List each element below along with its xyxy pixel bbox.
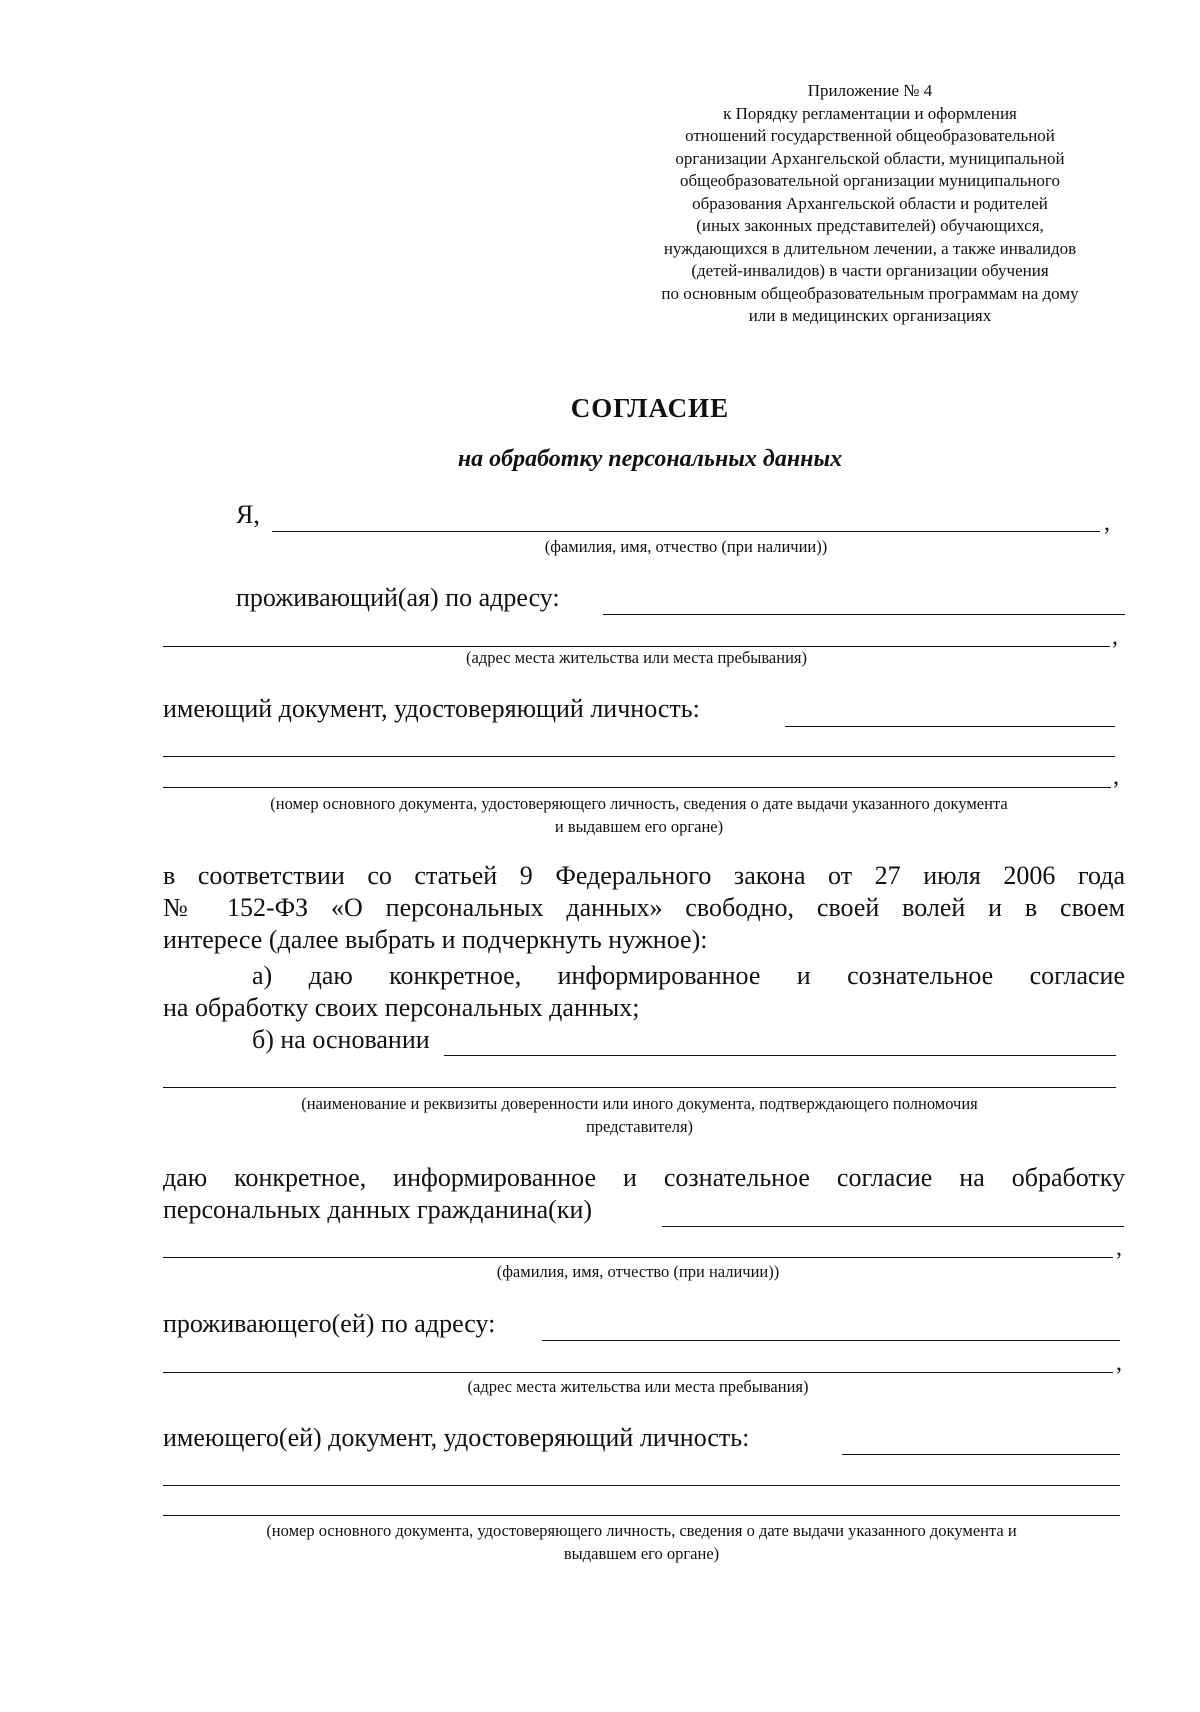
appendix-line: (иных законных представителей) обучающихся, xyxy=(696,216,1044,235)
ward-id-doc-caption-1: (номер основного документа, удостоверяющего личность, сведения о дате выдачи указанного документа и xyxy=(266,1521,1017,1540)
consent-line-2: персональных данных гражданина(ки) xyxy=(163,1195,593,1224)
option-a[interactable] xyxy=(163,960,1125,1024)
law-line-3: интересе (далее выбрать и подчеркнуть нужное): xyxy=(163,925,708,954)
option-a-line-1: а) даю конкретное, информированное и сознательное согласие xyxy=(252,961,1125,990)
ward-address-line-2[interactable] xyxy=(163,1372,1113,1373)
i-label: Я, xyxy=(236,500,260,529)
ward-id-doc-line-1[interactable] xyxy=(842,1454,1120,1455)
ward-fio-caption: (фамилия, имя, отчество (при наличии)) xyxy=(496,1262,780,1281)
ward-address-caption: (адрес места жительства или места пребывания) xyxy=(467,1377,809,1396)
ward-id-doc-label: имеющего(ей) документ, удостоверяющий личность: xyxy=(163,1423,750,1452)
consent-line-1: даю конкретное, информированное и сознательное согласие на обработку xyxy=(163,1163,1125,1192)
id-doc-label: имеющий документ, удостоверяющий личность: xyxy=(163,694,700,723)
appendix-line: общеобразовательной организации муниципального xyxy=(679,171,1060,190)
basis-caption-1: (наименование и реквизиты доверенности или иного документа, подтверждающего полномочия xyxy=(301,1094,978,1113)
address-line-1[interactable] xyxy=(603,614,1125,615)
law-line-1: в соответствии со статьей 9 Федерального закона от 27 июля 2006 года xyxy=(163,861,1125,890)
address-caption: (адрес места жительства или места пребывания) xyxy=(466,648,807,667)
law-paragraph xyxy=(163,860,1125,956)
comma: , xyxy=(1113,764,1119,790)
comma: , xyxy=(1116,1350,1122,1376)
comma: , xyxy=(1116,1235,1122,1261)
id-doc-caption-1: (номер основного документа, удостоверяющего личность, сведения о дате выдачи указанного документа xyxy=(270,794,1008,813)
id-doc-caption-2: и выдавшем его органе) xyxy=(554,817,724,836)
option-a-line-2: на обработку своих персональных данных; xyxy=(163,993,640,1022)
basis-line-1[interactable] xyxy=(444,1055,1116,1056)
document-title: СОГЛАСИЕ xyxy=(570,393,730,423)
address-line-2[interactable] xyxy=(163,646,1110,647)
comma: , xyxy=(1104,510,1110,536)
appendix-line: или в медицинских организациях xyxy=(748,306,992,325)
id-doc-line-3[interactable] xyxy=(163,787,1111,788)
id-doc-line-2[interactable] xyxy=(163,756,1115,757)
ward-id-doc-caption-2: выдавшем его органе) xyxy=(563,1544,720,1563)
basis-caption-2: представителя) xyxy=(585,1117,694,1136)
id-doc-line-1[interactable] xyxy=(785,726,1115,727)
appendix-line: образования Архангельской области и родителей xyxy=(692,193,1048,213)
appendix-header xyxy=(600,80,1140,328)
ward-fio-line-1[interactable] xyxy=(662,1226,1124,1227)
ward-address-label: проживающего(ей) по адресу: xyxy=(163,1309,496,1338)
comma: , xyxy=(1112,624,1118,650)
appendix-line: организации Архангельской области, муниципальной xyxy=(675,148,1065,168)
document-subtitle: на обработку персональных данных xyxy=(457,446,843,472)
ward-fio-line-2[interactable] xyxy=(163,1257,1113,1258)
fio-caption: (фамилия, имя, отчество (при наличии)) xyxy=(544,537,828,556)
law-line-2: № 152-ФЗ «О персональных данных» свободно, своей волей и в своем xyxy=(163,893,1125,922)
appendix-line: отношений государственной общеобразовательной xyxy=(685,126,1055,145)
appendix-line: к Порядку регламентации и оформления xyxy=(723,103,1017,123)
ward-id-doc-line-3[interactable] xyxy=(163,1515,1120,1516)
address-label: проживающий(ая) по адресу: xyxy=(236,583,560,612)
appendix-line: (детей-инвалидов) в части организации обучения xyxy=(691,261,1049,280)
fio-line[interactable] xyxy=(272,531,1100,532)
appendix-line: по основным общеобразовательным программам на дому xyxy=(661,283,1079,303)
ward-id-doc-line-2[interactable] xyxy=(163,1485,1120,1486)
ward-address-line-1[interactable] xyxy=(542,1340,1120,1341)
appendix-number: Приложение № 4 xyxy=(807,81,933,100)
option-b-label[interactable]: б) на основании xyxy=(252,1025,430,1054)
appendix-line: нуждающихся в длительном лечении, а также инвалидов xyxy=(663,238,1077,258)
basis-line-2[interactable] xyxy=(163,1087,1116,1088)
